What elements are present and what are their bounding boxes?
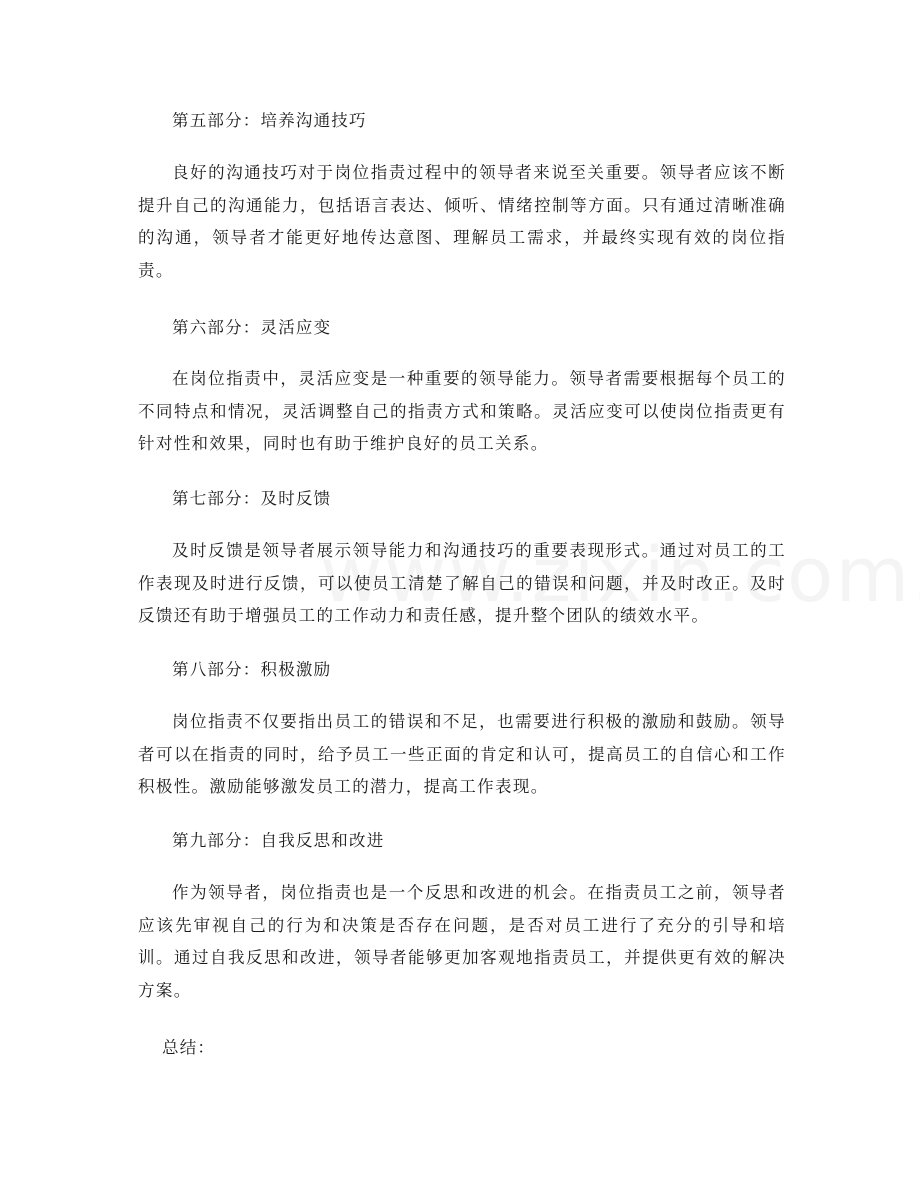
section-9-heading: 第九部分：自我反思和改进 [172, 831, 385, 850]
section-5-paragraph: 良好的沟通技巧对于岗位指责过程中的领导者来说至关重要。领导者应该不断提升自己的沟通能力，包括语言表达、倾听、情绪控制等方面。只有通过清晰准确的沟通，领导者才能更好地传达意图、理解员工需求，并最终实现有效的岗位指责。 [138, 163, 786, 280]
section-9-paragraph: 作为领导者，岗位指责也是一个反思和改进的机会。在指责员工之前，领导者应该先审视自己的行为和决策是否存在问题，是否对员工进行了充分的引导和培训。通过自我反思和改进，领导者能够更加客观地指责员工，并提供更有效的解决方案。 [138, 883, 786, 1000]
summary-label: 总结： [162, 1038, 216, 1057]
section-6-paragraph: 在岗位指责中，灵活应变是一种重要的领导能力。领导者需要根据每个员工的不同特点和情况，灵活调整自己的指责方式和策略。灵活应变可以使岗位指责更有针对性和效果，同时也有助于维护良好的员工关系。 [138, 369, 786, 453]
section-6-heading: 第六部分：灵活应变 [172, 318, 332, 337]
section-8-paragraph: 岗位指责不仅要指出员工的错误和不足，也需要进行积极的激励和鼓励。领导者可以在指责的同时，给予员工一些正面的肯定和认可，提高员工的自信心和工作积极性。激励能够激发员工的潜力，提高工作表现。 [138, 712, 786, 796]
section-7-heading: 第七部分：及时反馈 [172, 489, 332, 508]
section-7-paragraph: 及时反馈是领导者展示领导能力和沟通技巧的重要表现形式。通过对员工的工作表现及时进行反馈，可以使员工清楚了解自己的错误和问题，并及时改正。及时反馈还有助于增强员工的工作动力和责任感，提升整个团队的绩效水平。 [138, 541, 786, 625]
section-8-heading: 第八部分：积极激励 [172, 660, 332, 679]
section-5-heading: 第五部分：培养沟通技巧 [172, 111, 367, 130]
